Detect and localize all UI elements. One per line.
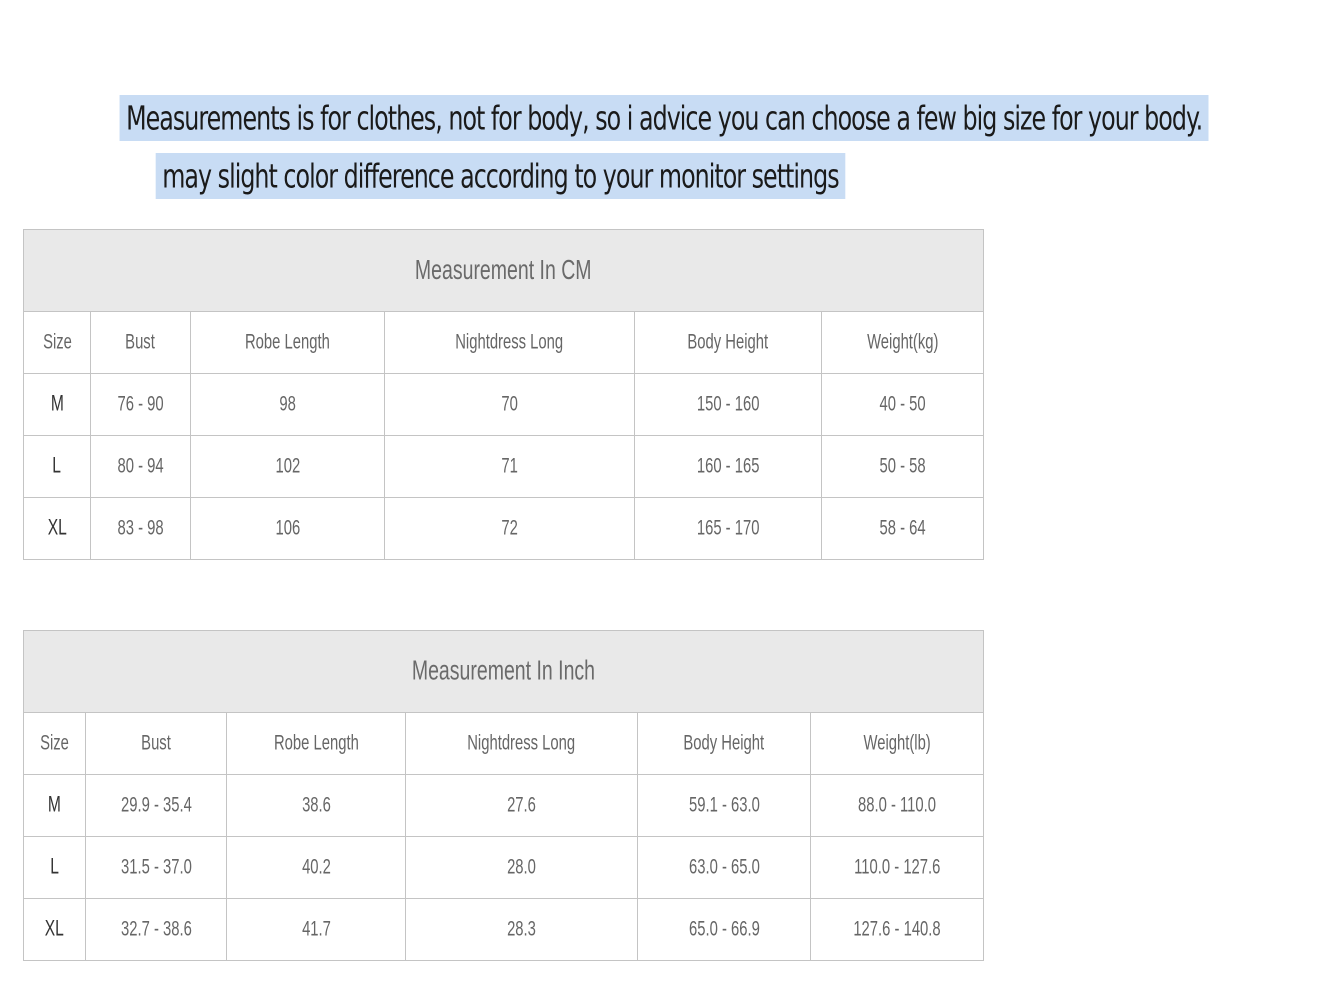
robe-length-cell: 41.7 (227, 899, 406, 961)
body-height-cell: 63.0 - 65.0 (638, 837, 811, 899)
column-header-weight: Weight(kg) (822, 312, 984, 374)
size-table-inch (23, 630, 984, 961)
table-header-row (24, 713, 984, 775)
notice-text-2: may slight color difference according to your monitor settings (155, 153, 844, 199)
column-header-bust: Bust (91, 312, 191, 374)
size-cell: M (24, 374, 91, 436)
column-header-nightdress-long: Nightdress Long (385, 312, 635, 374)
nightdress-long-cell: 27.6 (406, 775, 638, 837)
bust-cell: 31.5 - 37.0 (86, 837, 227, 899)
column-header-body-height: Body Height (635, 312, 822, 374)
column-header-nightdress-long: Nightdress Long (406, 713, 638, 775)
weight-cell: 40 - 50 (822, 374, 984, 436)
bust-cell: 80 - 94 (91, 436, 191, 498)
column-header-bust: Bust (86, 713, 227, 775)
table-row (24, 837, 984, 899)
robe-length-cell: 40.2 (227, 837, 406, 899)
column-header-weight: Weight(lb) (811, 713, 984, 775)
size-cell: XL (24, 899, 86, 961)
table-header-row (24, 312, 984, 374)
weight-cell: 110.0 - 127.6 (811, 837, 984, 899)
column-header-robe-length: Robe Length (191, 312, 385, 374)
size-table-cm (23, 229, 984, 560)
table-row (24, 374, 984, 436)
column-header-robe-length: Robe Length (227, 713, 406, 775)
notice-line-2 (0, 156, 1000, 196)
size-cell: L (24, 436, 91, 498)
bust-cell: 76 - 90 (91, 374, 191, 436)
size-cell: XL (24, 498, 91, 560)
column-header-body-height: Body Height (638, 713, 811, 775)
table-title: Measurement In CM (24, 230, 984, 312)
weight-cell: 127.6 - 140.8 (811, 899, 984, 961)
body-height-cell: 150 - 160 (635, 374, 822, 436)
body-height-cell: 59.1 - 63.0 (638, 775, 811, 837)
nightdress-long-cell: 72 (385, 498, 635, 560)
robe-length-cell: 98 (191, 374, 385, 436)
table-row (24, 436, 984, 498)
table-row (24, 775, 984, 837)
robe-length-cell: 102 (191, 436, 385, 498)
column-header-size: Size (24, 713, 86, 775)
table-title-row (24, 230, 984, 312)
weight-cell: 50 - 58 (822, 436, 984, 498)
bust-cell: 83 - 98 (91, 498, 191, 560)
bust-cell: 29.9 - 35.4 (86, 775, 227, 837)
table-title: Measurement In Inch (24, 631, 984, 713)
nightdress-long-cell: 28.3 (406, 899, 638, 961)
column-header-size: Size (24, 312, 91, 374)
body-height-cell: 160 - 165 (635, 436, 822, 498)
nightdress-long-cell: 70 (385, 374, 635, 436)
table-row (24, 498, 984, 560)
nightdress-long-cell: 28.0 (406, 837, 638, 899)
body-height-cell: 65.0 - 66.9 (638, 899, 811, 961)
robe-length-cell: 106 (191, 498, 385, 560)
notice-line-1 (0, 98, 1203, 138)
table-row (24, 899, 984, 961)
weight-cell: 88.0 - 110.0 (811, 775, 984, 837)
nightdress-long-cell: 71 (385, 436, 635, 498)
body-height-cell: 165 - 170 (635, 498, 822, 560)
bust-cell: 32.7 - 38.6 (86, 899, 227, 961)
size-cell: M (24, 775, 86, 837)
table-title-row (24, 631, 984, 713)
size-cell: L (24, 837, 86, 899)
robe-length-cell: 38.6 (227, 775, 406, 837)
notice-text-1: Measurements is for clothes, not for body, so i advice you can choose a few big size for your body. (120, 95, 1209, 141)
weight-cell: 58 - 64 (822, 498, 984, 560)
